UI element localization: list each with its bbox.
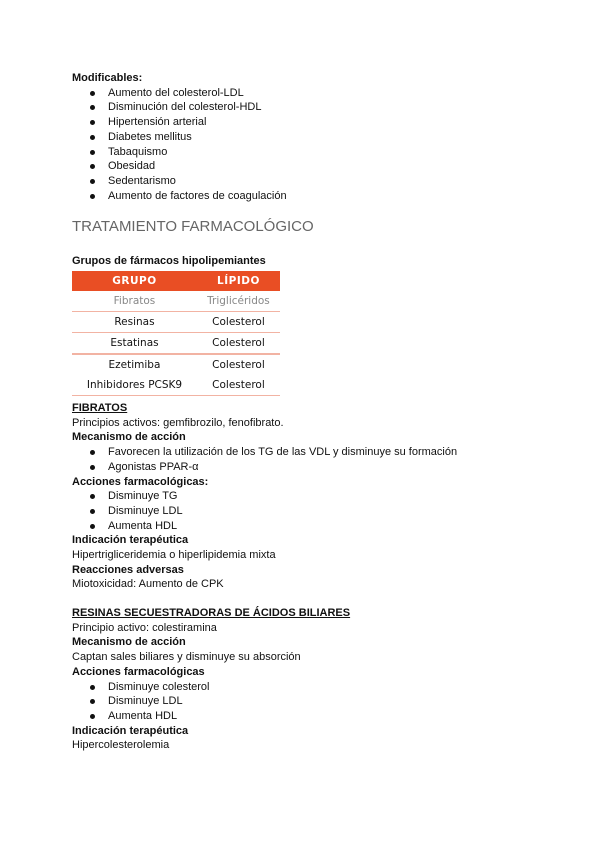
indicacion-heading: Indicación terapéutica bbox=[72, 534, 189, 547]
modificables-heading: Modificables: bbox=[72, 72, 143, 84]
table-row bbox=[72, 375, 280, 396]
list-item: Obesidad bbox=[72, 159, 572, 174]
table-cell: Colesterol bbox=[212, 359, 265, 371]
list-item: Disminuye colesterol bbox=[72, 680, 572, 695]
list-item: Disminuye LDL bbox=[72, 504, 572, 519]
list-item: Disminuye LDL bbox=[72, 694, 572, 709]
list-item: Sedentarismo bbox=[72, 174, 572, 189]
indicacion-text: Hipercolesterolemia bbox=[72, 739, 170, 752]
mecanismo-text: Captan sales biliares y disminuye su absorción bbox=[72, 651, 301, 664]
table-cell: Estatinas bbox=[72, 333, 197, 355]
list-item: Aumento de factores de coagulación bbox=[72, 189, 572, 204]
mecanismo-heading: Mecanismo de acción bbox=[72, 636, 186, 649]
table-row bbox=[72, 354, 280, 375]
section-title: TRATAMIENTO FARMACOLÓGICO bbox=[72, 218, 314, 235]
table-cell: Colesterol bbox=[197, 312, 280, 333]
principio-text: Principio activo: colestiramina bbox=[72, 621, 217, 634]
reacciones-text: Miotoxicidad: Aumento de CPK bbox=[72, 578, 224, 591]
acciones-heading: Acciones farmacológicas: bbox=[72, 475, 209, 488]
list-item: Hipertensión arterial bbox=[72, 115, 572, 130]
reacciones-heading: Reacciones adversas bbox=[72, 563, 184, 576]
mecanismo-heading: Mecanismo de acción bbox=[72, 431, 186, 444]
table-row bbox=[72, 312, 280, 333]
resinas-heading: RESINAS SECUESTRADORAS DE ÁCIDOS BILIARES bbox=[72, 607, 351, 619]
list-item: Diabetes mellitus bbox=[72, 130, 572, 145]
table-cell: Inhibidores PCSK9 bbox=[72, 375, 197, 396]
list-item: Tabaquismo bbox=[72, 145, 572, 160]
fibratos-section bbox=[72, 401, 572, 592]
table-header: GRUPO bbox=[72, 271, 197, 291]
table-cell: Colesterol bbox=[197, 375, 280, 396]
list-item: Favorecen la utilización de los TG de las VDL y disminuye su formación bbox=[72, 445, 572, 460]
table-row bbox=[72, 291, 280, 312]
resinas-section bbox=[72, 606, 572, 753]
table-cell: Fibratos bbox=[72, 291, 197, 312]
list-item: Agonistas PPAR-α bbox=[72, 460, 572, 475]
table-cell: Colesterol bbox=[197, 333, 280, 355]
modificables-section bbox=[72, 71, 572, 203]
table-header: LÍPIDO bbox=[197, 271, 280, 291]
table-cell: Resinas bbox=[72, 312, 197, 333]
indicacion-text: Hipertrigliceridemia o hiperlipidemia mixta bbox=[72, 549, 276, 562]
drug-groups-table bbox=[72, 271, 280, 396]
list-item: Disminuye TG bbox=[72, 489, 572, 504]
modificables-list bbox=[72, 86, 572, 204]
list-item: Disminución del colesterol-HDL bbox=[72, 100, 572, 115]
table-cell: Triglicéridos bbox=[197, 291, 280, 312]
table-caption: Grupos de fármacos hipolipemiantes bbox=[72, 255, 266, 267]
table-row bbox=[72, 333, 280, 355]
table-cell: Ezetimiba bbox=[108, 359, 161, 371]
acciones-heading: Acciones farmacológicas bbox=[72, 665, 205, 678]
fibratos-heading: FIBRATOS bbox=[72, 402, 128, 414]
indicacion-heading: Indicación terapéutica bbox=[72, 724, 189, 737]
list-item: Aumenta HDL bbox=[72, 709, 572, 724]
list-item: Aumento del colesterol-LDL bbox=[72, 86, 572, 101]
principios-text: Principios activos: gemfibrozilo, fenofibrato. bbox=[72, 416, 284, 429]
list-item: Aumenta HDL bbox=[72, 519, 572, 534]
